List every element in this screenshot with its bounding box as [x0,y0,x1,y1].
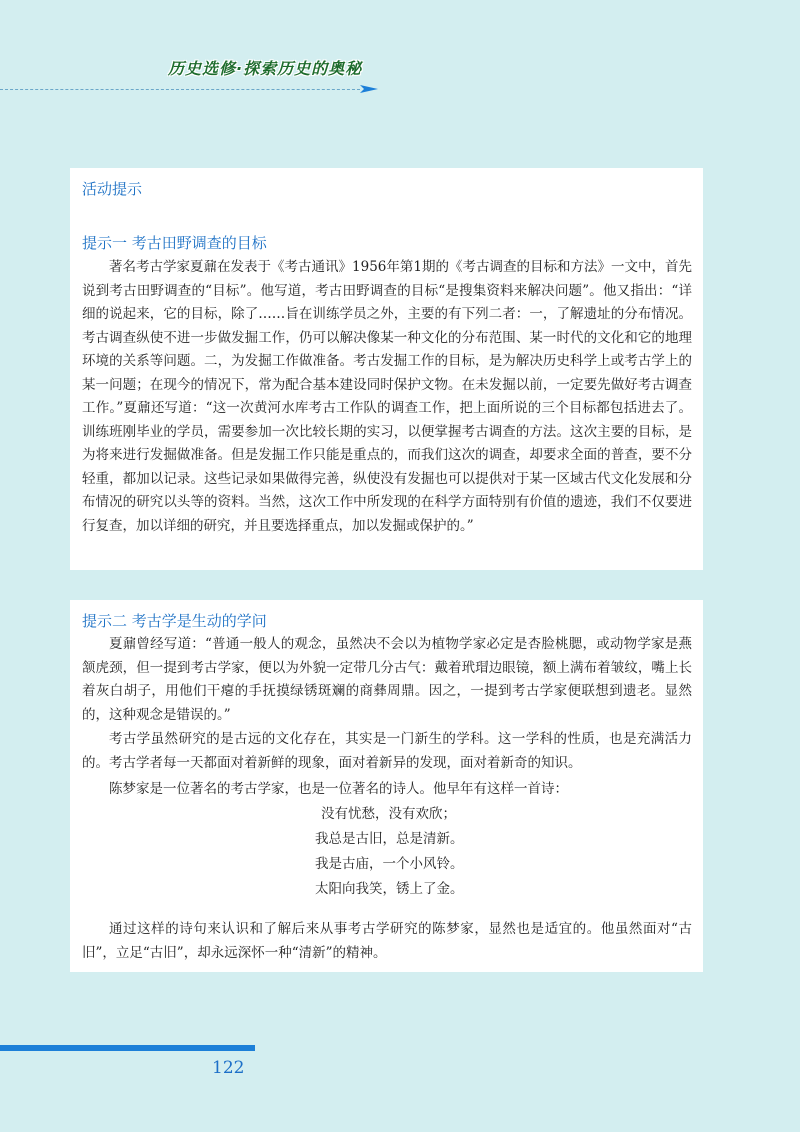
footer-bar [0,1045,255,1051]
tip2-paragraph-3: 陈梦家是一位著名的考古学家，也是一位著名的诗人。他早年有这样一首诗： [109,781,568,797]
poem-line: 我总是古旧，总是清新。 [315,831,464,847]
poem-line: 我是古庙，一个小风铃。 [315,856,464,872]
tip1-heading: 提示一 考古田野调查的目标 [82,234,267,252]
poem-line: 没有忧愁，没有欢欣； [321,806,456,822]
activity-tip-box-1 [70,168,703,570]
tip1-paragraph: 著名考古学家夏鼐在发表于《考古通讯》1956年第1期的《考古调查的目标和方法》一文中，首先说到考古田野调查的“目标”。他写道，考古田野调查的目标“是搜集资料来解决问题”。他又指出：“详细的说起来，它的目标，除了……旨在训练学员之外，主要的有下列二者：一，了解遗址的分布情况。考古调查纵使不进一步做发掘工作，仍可以解决像某一种文化的分布范围、某一时代的文化和它的地理环境的关系等问题。二，为发掘工作做准备。考古发掘工作的目标，是为解决历史科学上或考古学上的某一问题；在现今的情况下，常为配合基本建设同时保护文物。在未发掘以前，一定要先做好考古调查工作。”夏鼐还写道：“这一次黄河水库考古工作队的调查工作，把上面所说的三个目标都包括进去了。训练班刚毕业的学员，需要参加一次比较长期的实习，以便掌握考古调查的方法。这次主要的目标，是为将来进行发掘做准备。但是发掘工作只能是重点的，而我们这次的调查，却要求全面的普查，要不分轻重，都加以记录。这些记录如果做得完善，纵使没有发掘也可以提供对于某一区域古代文化发展和分布情况的研究以头等的资料。当然，这次工作中所发现的在科学方面特别有价值的遗迹，我们不仅要进行复查，加以详细的研究，并且要选择重点，加以发掘或保护的。” [82,259,692,534]
tip2-paragraph-1: 夏鼐曾经写道：“普通一般人的观念，虽然决不会以为植物学家必定是杏脸桃腮，或动物学家是燕颔虎颈，但一提到考古学家，便以为外貌一定带几分古气：戴着玳瑁边眼镜，额上满布着皱纹，嘴上长着灰白胡子，用他们干瘪的手抚摸绿锈斑斓的商彝周鼎。因之，一提到考古学家便联想到遗老。显然的，这种观念是错误的。” [82,636,692,723]
poem-line: 太阳向我笑，锈上了金。 [315,881,464,897]
activity-tips-title: 活动提示 [82,180,143,198]
tip2-heading: 提示二 考古学是生动的学问 [82,612,267,630]
page-number: 122 [212,1058,245,1078]
tip2-paragraph-2: 考古学虽然研究的是古远的文化存在，其实是一门新生的学科。这一学科的性质，也是充满活力的。考古学者每一天都面对着新鲜的现象，面对着新异的发现，面对着新奇的知识。 [82,731,692,771]
activity-tip-box-2 [70,600,703,972]
book-series-title: 历史选修·探索历史的奥秘 [168,59,363,78]
tip2-paragraph-4: 通过这样的诗句来认识和了解后来从事考古学研究的陈梦家，显然也是适宜的。他虽然面对“古旧”，立足“古旧”，却永远深怀一种“清新”的精神。 [82,921,692,961]
page-header [0,0,800,92]
poem [315,802,464,902]
arrow-right-icon [360,83,378,95]
header-dashed-line [0,89,360,90]
